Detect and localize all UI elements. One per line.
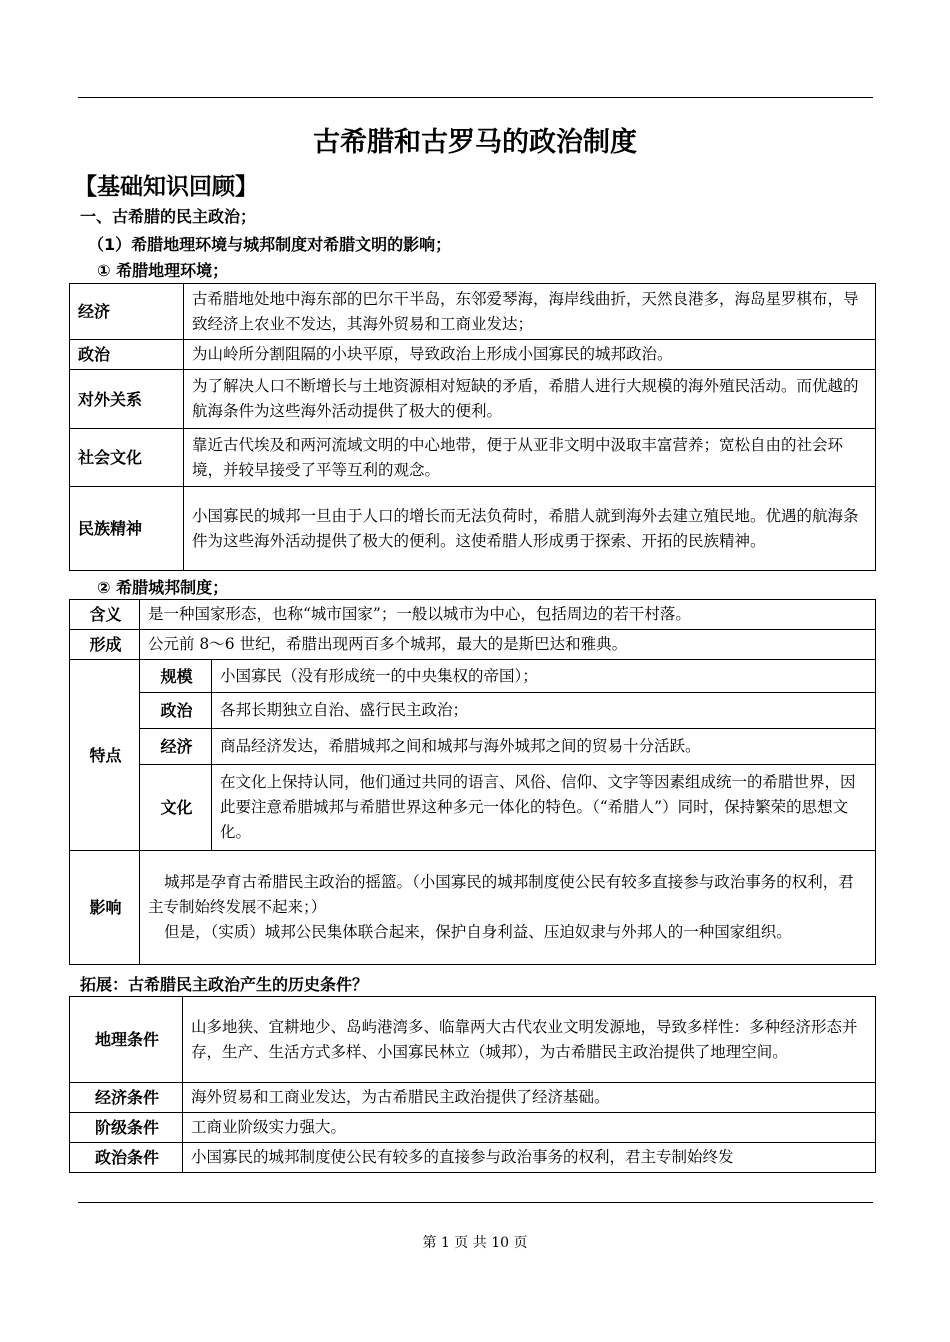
row-label: 对外关系	[70, 370, 184, 429]
conditions-table	[69, 996, 876, 1173]
formation-text: 公元前 8～6 世纪，希腊出现两百多个城邦，最大的是斯巴达和雅典。	[140, 630, 876, 660]
feature-text: 在文化上保持认同，他们通过共同的语言、风俗、信仰、文字等因素组成统一的希腊世界，因此要注意希腊城邦与希腊世界这种多元一体化的特色。（“希腊人”）同时，保持繁荣的思想文化。	[212, 765, 876, 851]
impact-cell	[140, 851, 876, 965]
table-row	[70, 660, 876, 693]
row-label: 政治条件	[70, 1143, 183, 1173]
table-row	[70, 1083, 876, 1113]
city-state-table	[69, 599, 876, 965]
row-label: 民族精神	[70, 487, 184, 571]
section-heading: 【基础知识回顾】	[74, 174, 258, 200]
row-text: 为了解决人口不断增长与土地资源相对短缺的矛盾，希腊人进行大规模的海外殖民活动。而优越的航海条件为这些海外活动提供了极大的便利。	[184, 370, 876, 429]
row-text: 靠近古代埃及和两河流域文明的中心地带，便于从亚非文明中汲取丰富营养；宽松自由的社会环境，并较早接受了平等互利的观念。	[184, 429, 876, 487]
bottom-rule	[78, 1202, 873, 1203]
row-label: 阶级条件	[70, 1113, 183, 1143]
impact-paragraph-2: 但是，（实质）城邦公民集体联合起来，保护自身利益、压迫奴隶与外邦人的一种国家组织。	[164, 923, 792, 941]
feature-text: 各邦长期独立自治、盛行民主政治；	[212, 693, 876, 729]
feature-label: 规模	[140, 660, 212, 693]
feature-label: 文化	[140, 765, 212, 851]
row-text: 为山岭所分割阻隔的小块平原，导致政治上形成小国寡民的城邦政治。	[184, 340, 876, 370]
formation-label: 形成	[70, 630, 140, 660]
row-text: 小国寡民的城邦制度使公民有较多的直接参与政治事务的权利，君主专制始终发	[183, 1143, 876, 1173]
row-text: 海外贸易和工商业发达，为古希腊民主政治提供了经济基础。	[183, 1083, 876, 1113]
table-row	[70, 600, 876, 630]
meaning-label: 含义	[70, 600, 140, 630]
top-rule	[78, 97, 873, 98]
table-row	[70, 340, 876, 370]
heading-1: 一、古希腊的民主政治；	[80, 207, 257, 226]
row-label: 政治	[70, 340, 184, 370]
table-row	[70, 851, 876, 965]
feature-label: 经济	[140, 729, 212, 765]
table-row	[70, 630, 876, 660]
row-label: 经济条件	[70, 1083, 183, 1113]
page-title: 古希腊和古罗马的政治制度	[313, 127, 637, 158]
impact-label: 影响	[70, 851, 140, 965]
table-row	[70, 1143, 876, 1173]
table-row	[70, 1113, 876, 1143]
impact-paragraph-1: 城邦是孕育古希腊民主政治的摇篮。（小国寡民的城邦制度使公民有较多直接参与政治事务的权利，君主专制始终发展不起来；）	[148, 873, 854, 916]
extension-heading: 拓展：古希腊民主政治产生的历史条件？	[80, 975, 369, 994]
table-row	[70, 487, 876, 571]
row-text: 山多地狭、宜耕地少、岛屿港湾多、临靠两大古代农业文明发源地，导致多样性：多种经济形态并存，生产、生活方式多样、小国寡民林立（城邦），为古希腊民主政治提供了地理空间。	[183, 997, 876, 1083]
table-row	[70, 429, 876, 487]
feature-text: 小国寡民（没有形成统一的中央集权的帝国）；	[212, 660, 876, 693]
table-row	[70, 997, 876, 1083]
meaning-text: 是一种国家形态，也称“城市国家”；一般以城市为中心，包括周边的若干村落。	[140, 600, 876, 630]
heading-4: ② 希腊城邦制度；	[97, 578, 229, 597]
table-row	[70, 729, 876, 765]
row-text: 小国寡民的城邦一旦由于人口的增长而无法负荷时，希腊人就到海外去建立殖民地。优遇的航海条件为这些海外活动提供了极大的便利。这使希腊人形成勇于探索、开拓的民族精神。	[184, 487, 876, 571]
feature-label: 政治	[140, 693, 212, 729]
geography-table	[69, 283, 876, 571]
feature-text: 商品经济发达，希腊城邦之间和城邦与海外城邦之间的贸易十分活跃。	[212, 729, 876, 765]
row-text: 古希腊地处地中海东部的巴尔干半岛，东邻爱琴海，海岸线曲折，天然良港多，海岛星罗棋布，导致经济上农业不发达，其海外贸易和工商业发达；	[184, 284, 876, 340]
heading-3: ① 希腊地理环境；	[97, 261, 229, 280]
row-label: 社会文化	[70, 429, 184, 487]
page-number: 第 1 页 共 10 页	[422, 1235, 528, 1251]
row-text: 工商业阶级实力强大。	[183, 1113, 876, 1143]
table-row	[70, 693, 876, 729]
table-row	[70, 765, 876, 851]
heading-2: （1）希腊地理环境与城邦制度对希腊文明的影响；	[88, 235, 452, 254]
row-label: 地理条件	[70, 997, 183, 1083]
table-row	[70, 370, 876, 429]
row-label: 经济	[70, 284, 184, 340]
features-label: 特点	[70, 660, 140, 851]
table-row	[70, 284, 876, 340]
